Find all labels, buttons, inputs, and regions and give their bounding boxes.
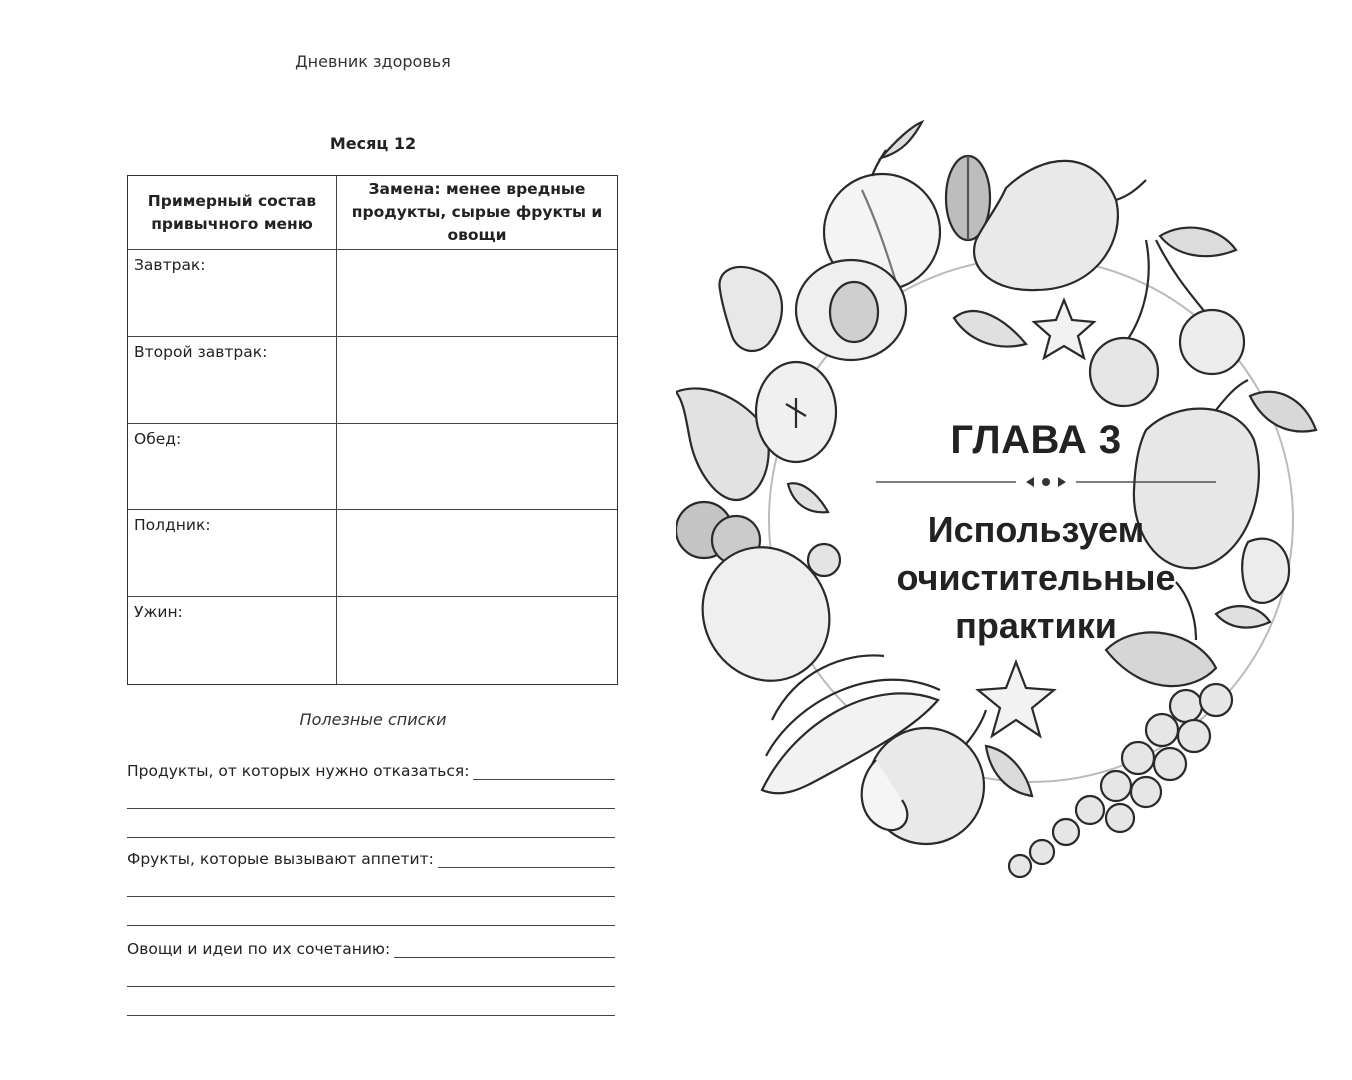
write-line[interactable] [127,780,615,809]
star-fruit-icon [1034,300,1094,358]
list-block-vegetable-ideas [127,934,615,1016]
pear-icon [974,161,1146,290]
write-line[interactable] [394,941,615,958]
meal-cell-lunch: Обед: [128,424,337,511]
leaf-icon [954,311,1026,346]
meal-cell-second-breakfast: Второй завтрак: [128,337,337,424]
fig-icon [676,362,836,500]
list-label-avoid-products: Продукты, от которых нужно отказаться: [127,762,470,780]
lists-title: Полезные списки [299,710,447,729]
replacement-cell-breakfast[interactable] [337,250,617,337]
strawberry-icon [719,267,781,351]
chapter-title-line: очистительные [896,557,1176,598]
replacement-cell-dinner[interactable] [337,597,617,684]
chapter-title-line: практики [955,605,1117,646]
write-line[interactable] [127,868,615,897]
replacement-cell-lunch[interactable] [337,424,617,511]
peach-half-icon [796,260,906,360]
write-line[interactable] [127,958,615,987]
list-row [127,844,615,868]
write-line[interactable] [438,851,615,868]
running-head: Дневник здоровья [295,52,451,71]
leaf-icon [1216,606,1270,627]
list-label-appetite-fruits: Фрукты, которые вызывают аппетит: [127,850,434,868]
replacement-cell-snack[interactable] [337,510,617,597]
divider-ornament-icon [876,474,1216,490]
write-line[interactable] [127,987,615,1016]
right-page [676,0,1352,1080]
write-line[interactable] [127,897,615,926]
cherries-icon [1090,228,1244,406]
meal-cell-breakfast: Завтрак: [128,250,337,337]
replacement-cell-second-breakfast[interactable] [337,337,617,424]
strawberry-icon [1242,539,1289,603]
meal-cell-dinner: Ужин: [128,597,337,684]
month-title: Месяц 12 [329,134,417,153]
list-block-appetite-fruits [127,844,615,926]
write-line[interactable] [127,809,615,838]
write-line[interactable] [473,763,615,780]
chapter-title [856,506,1216,650]
list-label-vegetable-ideas: Овощи и идеи по их сочетанию: [127,940,391,958]
menu-table [127,175,618,685]
chapter-label: ГЛАВА 3 [950,418,1122,462]
table-header-replacement: Замена: менее вредные продукты, сырые фрукты и овощи [337,176,617,250]
list-block-avoid-products [127,756,615,838]
table-header-current-menu: Примерный состав привычного меню [128,176,337,250]
chapter-title-line: Используем [927,509,1145,550]
leaf-icon [788,483,828,512]
list-row [127,934,615,958]
star-fruit-icon [978,662,1054,736]
meal-cell-snack: Полдник: [128,510,337,597]
list-row [127,756,615,780]
